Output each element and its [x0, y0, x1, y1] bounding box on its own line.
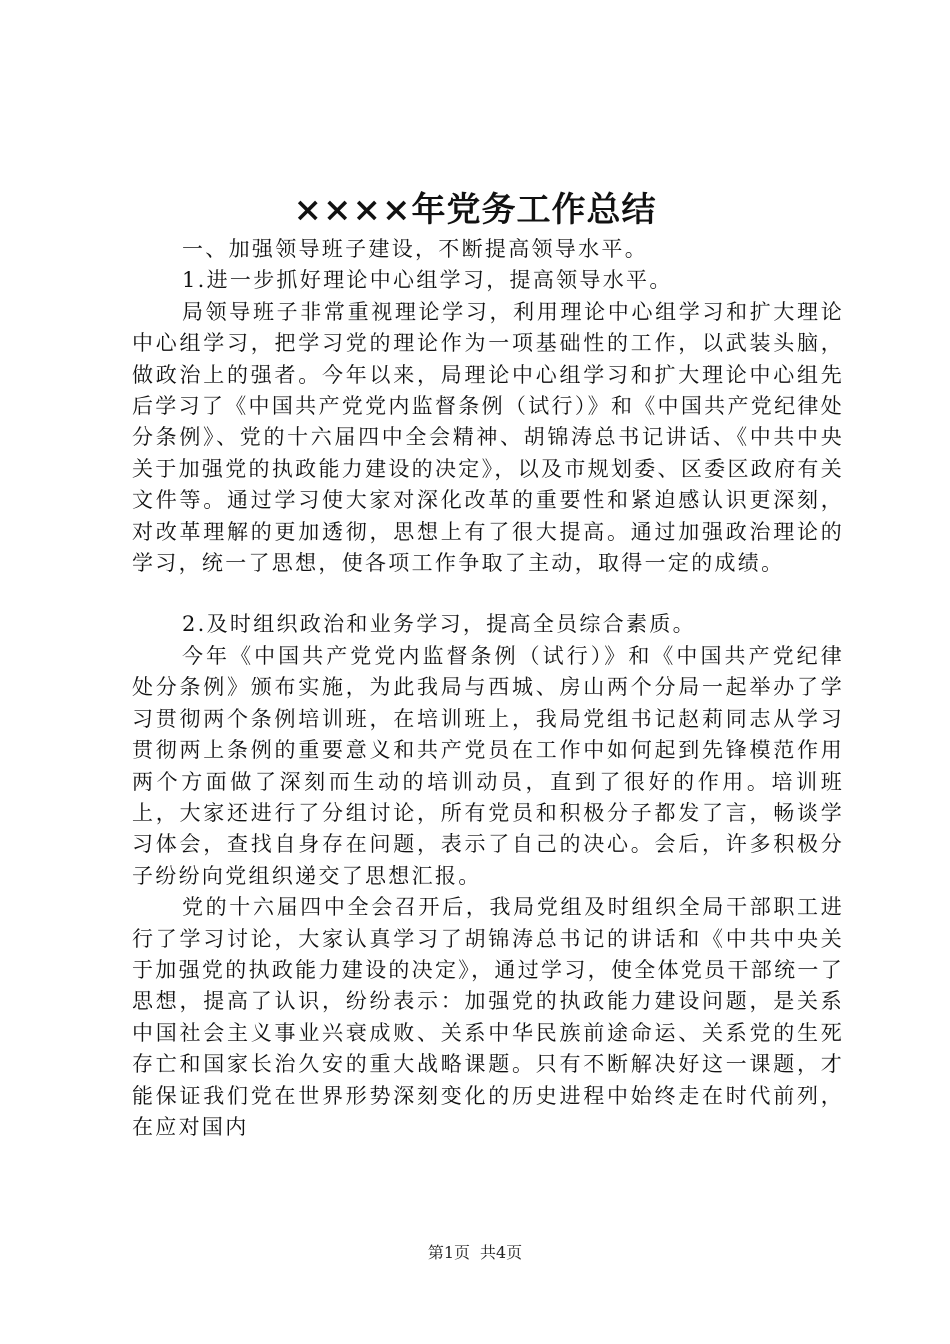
body-paragraph: 今年《中国共产党党内监督条例（试行）》和《中国共产党纪律处分条例》颁布实施，为此我局与西城、房山两个分局一起举办了学习贯彻两个条例培训班，在培训班上，我局党组书记赵莉同志从学习贯彻两上条例的重要意义和共产党员在工作中如何起到先锋模范作用两个方面做了深刻而生动的培训动员，直到了很好的作用。培训班上，大家还进行了分组讨论，所有党员和积极分子都发了言，畅谈学习体会，查找自身存在问题，表示了自己的决心。会后，许多积极分子纷纷向党组织递交了思想汇报。 [132, 643, 844, 888]
page-footer [0, 1242, 950, 1264]
page-number: 第1页 [427, 1243, 470, 1262]
body-paragraph: 党的十六届四中全会召开后，我局党组及时组织全局干部职工进行了学习讨论，大家认真学习了胡锦涛总书记的讲话和《中共中央关于加强党的执政能力建设的决定》，通过学习，使全体党员干部统一了思想，提高了认识，纷纷表示：加强党的执政能力建设问题，是关系中国社会主义事业兴衰成败、关系中华民族前途命运、关系党的生死存亡和国家长治久安的重大战略课题。只有不断解决好这一课题，才能保证我们党在世界形势深刻变化的历史进程中始终走在时代前列，在应对国内 [132, 895, 844, 1139]
item-heading: 1.进一步抓好理论中心组学习，提高领导水平。 [182, 268, 673, 293]
paragraph-spacer [132, 579, 844, 609]
document-title: ××××年党务工作总结 [293, 190, 657, 230]
document-body [132, 234, 844, 1143]
body-paragraph: 局领导班子非常重视理论学习，利用理论中心组学习和扩大理论中心组学习，把学习党的理论作为一项基础性的工作，以武装头脑，做政治上的强者。今年以来，局理论中心组学习和扩大理论中心组先后学习了《中国共产党党内监督条例（试行）》和《中国共产党纪律处分条例》、党的十六届四中全会精神、胡锦涛总书记讲话、《中共中央关于加强党的执政能力建设的决定》，以及市规划委、区委区政府有关文件等。通过学习使大家对深化改革的重要性和紧迫感认识更深刻，对改革理解的更加透彻，思想上有了很大提高。通过加强政治理论的学习，统一了思想，使各项工作争取了主动，取得一定的成绩。 [132, 299, 844, 576]
section-heading: 一、加强领导班子建设，不断提高领导水平。 [182, 237, 648, 261]
item-heading: 2.及时组织政治和业务学习，提高全员综合素质。 [182, 612, 696, 637]
page-total: 共4页 [480, 1243, 523, 1262]
